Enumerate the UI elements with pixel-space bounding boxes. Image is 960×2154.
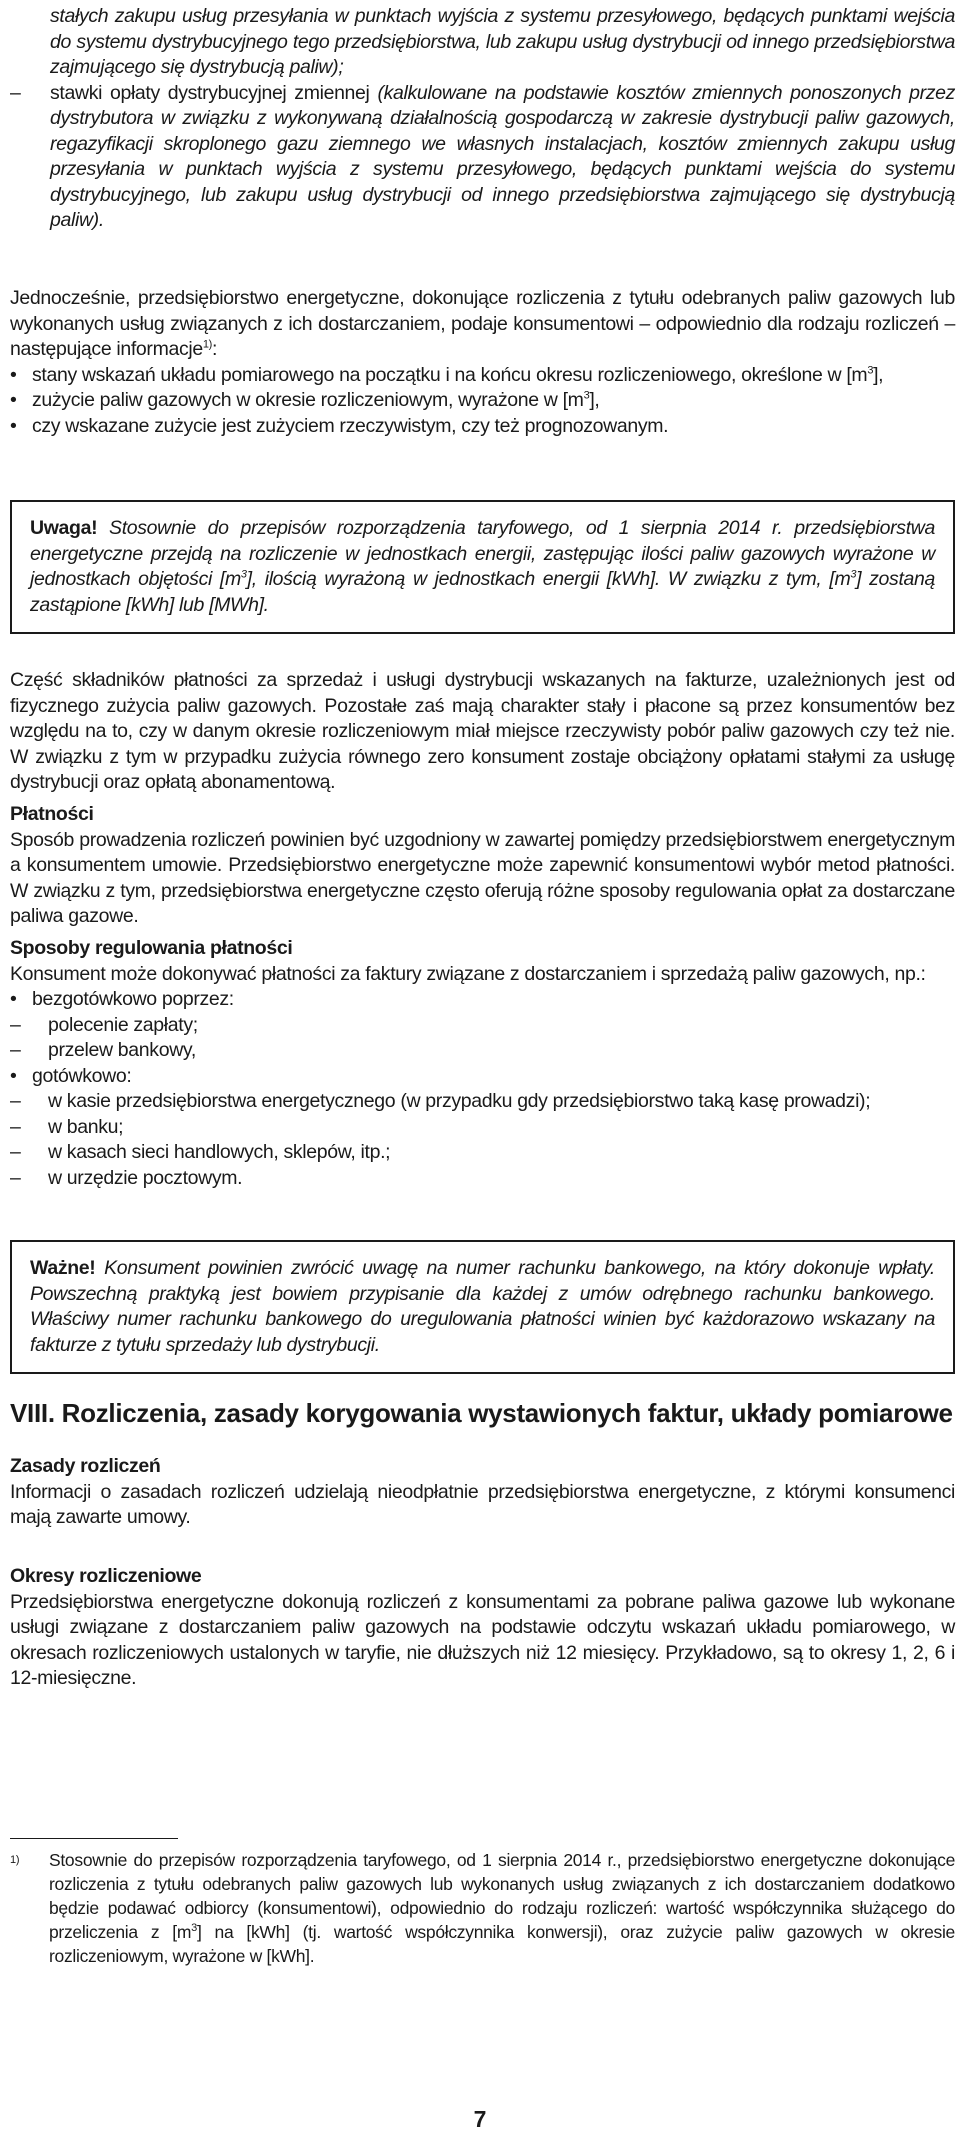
notice-body: ], ilością wyrażoną w jednostkach energii [kWh]. W związku z tym, [m bbox=[246, 568, 851, 590]
billing-periods-heading: Okresy rozliczeniowe bbox=[10, 1565, 202, 1587]
payments-paragraph: Sposób prowadzenia rozliczeń powinien być uzgodniony w zawartej pomiędzy przedsiębiorstwem energetycznym a konsumentem umowie. Przedsiębiorstwo energetyczne może zapewnić konsumentowi wybór metod płatności. W związku z tym, przedsiębiorstwa energetyczne często oferują różne sposoby regulowania opłat za dostarczane paliwa gazowe. bbox=[10, 828, 955, 927]
notice-body: ] zostaną zastąpione [kWh] lub [MWh]. bbox=[30, 568, 936, 616]
dash-marker: – bbox=[10, 1166, 21, 1189]
list-item bbox=[10, 1089, 955, 1115]
settlement-rules-heading: Zasady rozliczeń bbox=[10, 1455, 161, 1477]
list-item bbox=[10, 414, 955, 440]
footnote-text bbox=[49, 1848, 955, 1968]
payment-components-paragraph: Część składników płatności za sprzedaż i usługi dystrybucji wskazanych na fakturze, uzależnionych jest od fizycznego zużycia paliw gazowych. Pozostałe zaś mają charakter stały i płacone są przez konsumentów bez względu na to, czy w danym okresie rozliczeniowym miał miejsce rzeczywisty pobór paliw gazowych czy też nie. W związku z tym w przypadku zużycia równego zero konsument zostaje obciążony opłatami stałymi za usługę dystrybucji oraz opłatą abonamentową. bbox=[10, 669, 955, 793]
billing-periods-text: Przedsiębiorstwa energetyczne dokonują rozliczeń z konsumentami za pobrane paliwa gazowe lub wykonane usługi związane z dostarczaniem paliw gazowych na podstawie odczytu wskazań układu pomiarowego, w okresach rozliczeniowych ustalonych w taryfie, nie dłuższych niż 12 miesięcy. Przykładowo, są to okresy 1, 2, 6 i 12-miesięczne. bbox=[10, 1590, 955, 1689]
list-item-text: polecenie zapłaty; bbox=[48, 1013, 198, 1036]
colon: : bbox=[211, 338, 218, 360]
list-item-text: ], bbox=[873, 363, 884, 386]
dash-marker: – bbox=[10, 1115, 21, 1138]
notice-body: Stosownie do przepisów rozporządzenia taryfowego, od 1 sierpnia 2014 r. przedsiębiorstwa energetyczne przejdą na rozliczenie w jednostkach energii, zastępując ilości paliw gazowych wyrażone w jednostkach objętości [m bbox=[30, 517, 935, 590]
bullet-marker: • bbox=[10, 1064, 17, 1087]
bullet-marker: • bbox=[10, 363, 17, 386]
list-item bbox=[10, 1013, 955, 1039]
notice-label: Uwaga! bbox=[30, 517, 98, 539]
payment-methods-heading: Sposoby regulowania płatności bbox=[10, 937, 293, 959]
footnote-divider bbox=[10, 1838, 178, 1839]
list-item-text: czy wskazane zużycie jest zużyciem rzeczywistym, czy też prognozowanym. bbox=[32, 414, 669, 437]
notice-box-wazne bbox=[10, 1240, 955, 1374]
notice-label: Ważne! bbox=[30, 1257, 96, 1279]
footnote bbox=[10, 1848, 955, 1968]
bullet-marker: • bbox=[10, 389, 17, 411]
billing-periods-section bbox=[10, 1564, 955, 1692]
list-item bbox=[10, 1038, 955, 1064]
variable-fee-description: (kalkulowane na podstawie kosztów zmiennych ponoszonych przez dystrybutora w związku z wykonywaną działalnością gospodarczą w zakresie dystrybucji paliw gazowych, regazyfikacji skroplonego gazu ziemnego we własnych instalacjach, kosztów zmiennych zakupu usług przesyłania w punktach wyjścia z systemu przesyłowego, będących punktami wejścia do systemu dystrybucyjnego, lub zakupu usług dystrybucji od innego przedsiębiorstwa zajmującego się dystrybucją paliw). bbox=[50, 81, 956, 231]
list-item bbox=[10, 388, 955, 414]
settlement-rules-section bbox=[10, 1454, 955, 1531]
list-item-text: zużycie paliw gazowych w okresie rozliczeniowym, wyrażone w [m bbox=[32, 389, 584, 411]
bullet-marker: • bbox=[10, 988, 17, 1010]
list-item bbox=[10, 363, 955, 389]
superscript: 3 bbox=[191, 1922, 197, 1935]
billing-info-section bbox=[10, 286, 955, 439]
payment-methods-section bbox=[10, 936, 955, 1191]
section-heading: VIII. Rozliczenia, zasady korygowania wystawionych faktur, układy pomiarowe bbox=[10, 1398, 953, 1428]
tariff-list-continuation bbox=[10, 4, 955, 234]
notice-text bbox=[30, 1256, 935, 1358]
list-item-cash bbox=[10, 1064, 955, 1090]
dash-marker: – bbox=[10, 1013, 21, 1036]
settlement-rules-text: Informacji o zasadach rozliczeń udzielają nieodpłatnie przedsiębiorstwa energetyczne, z którymi konsumenci mają zawarte umowy. bbox=[10, 1480, 955, 1528]
list-item-label: bezgotówkowo poprzez: bbox=[32, 988, 234, 1010]
list-item bbox=[10, 1166, 955, 1192]
notice-text bbox=[30, 516, 935, 618]
footnote-body: Stosownie do przepisów rozporządzenia taryfowego, od 1 sierpnia 2014 r., przedsiębiorstwo energetyczne dokonujące rozliczenia z tytułu odebranych paliw gazowych lub wykonanych usług związanych z ich dostarczaniem dodatkowo będzie podawać odbiorcy (konsumentowi), odpowiednio do rodzaju rozliczeń: wartość współczynnika służącego do przeliczenia z [m bbox=[49, 1850, 955, 1942]
payments-heading: Płatności bbox=[10, 803, 94, 825]
list-item-label: gotówkowo: bbox=[32, 1064, 132, 1087]
notice-body: Konsument powinien zwrócić uwagę na numer rachunku bankowego, na który dokonuje wpłaty. Powszechną praktyką jest bowiem przypisanie dla każdej z umów odrębnego rachunku bankowego. Właściwy numer rachunku bankowego do uregulowania płatności winien być każdorazowo wskazany na fakturze z tytułu sprzedaży lub dystrybucji. bbox=[30, 1257, 935, 1356]
list-item bbox=[10, 1140, 955, 1166]
list-item-text: w banku; bbox=[48, 1115, 124, 1138]
payments-section bbox=[10, 802, 955, 930]
dash-marker: – bbox=[10, 1090, 21, 1112]
list-item bbox=[10, 1115, 955, 1141]
payment-methods-list bbox=[10, 987, 955, 1191]
page-number: 7 bbox=[473, 2106, 487, 2132]
bullet-marker: • bbox=[10, 414, 17, 437]
list-item-text: stany wskazań układu pomiarowego na początku i na końcu okresu rozliczeniowego, określone w [m bbox=[32, 363, 868, 386]
superscript: 3 bbox=[850, 568, 857, 581]
list-item-continuation: stałych zakupu usług przesyłania w punktach wyjścia z systemu przesyłowego, będących punktami wejścia do systemu dystrybucyjnego tego przedsiębiorstwa, lub zakupu usług dystrybucji od innego przedsiębiorstwa zajmującego się dystrybucją paliw); bbox=[50, 5, 955, 78]
dash-marker: – bbox=[10, 81, 21, 104]
superscript: 3 bbox=[583, 389, 590, 402]
superscript: 3 bbox=[240, 568, 247, 581]
billing-info-text: Jednocześnie, przedsiębiorstwo energetyczne, dokonujące rozliczenia z tytułu odebranych paliw gazowych lub wykonanych usług związanych z ich dostarczaniem, podaje konsumentowi – odpowiednio dla rodzaju rozliczeń – następujące informacje bbox=[10, 287, 955, 360]
dash-marker: – bbox=[10, 1039, 21, 1061]
billing-info-list bbox=[10, 363, 955, 440]
footnote-mark: 1) bbox=[10, 1854, 20, 1866]
list-item-text: w kasach sieci handlowych, sklepów, itp.; bbox=[48, 1141, 391, 1163]
notice-box-uwaga bbox=[10, 500, 955, 634]
list-item-cashless bbox=[10, 987, 955, 1013]
dash-marker: – bbox=[10, 1141, 21, 1163]
billing-info-paragraph bbox=[10, 286, 955, 363]
list-item-text: w kasie przedsiębiorstwa energetycznego (w przypadku gdy przedsiębiorstwo taką kasę prowadzi); bbox=[48, 1090, 871, 1112]
section-viii bbox=[10, 1398, 955, 1428]
list-item-variable-fee bbox=[10, 81, 955, 234]
footnote-ref: 1) bbox=[202, 338, 212, 351]
footnote-body: ] na [kWh] (tj. wartość współczynnika konwersji), oraz zużycie paliw gazowych w okresie rozliczeniowym, wyrażone w [kWh]. bbox=[49, 1922, 955, 1966]
variable-fee-label: stawki opłaty dystrybucyjnej zmiennej bbox=[50, 81, 370, 104]
payment-methods-intro: Konsument może dokonywać płatności za faktury związane z dostarczaniem i sprzedażą paliw gazowych, np.: bbox=[10, 962, 926, 985]
list-item-text: ], bbox=[589, 389, 600, 411]
superscript: 3 bbox=[867, 364, 874, 376]
list-item-text: przelew bankowy, bbox=[48, 1039, 196, 1061]
list-item-text: w urzędzie pocztowym. bbox=[48, 1166, 243, 1189]
